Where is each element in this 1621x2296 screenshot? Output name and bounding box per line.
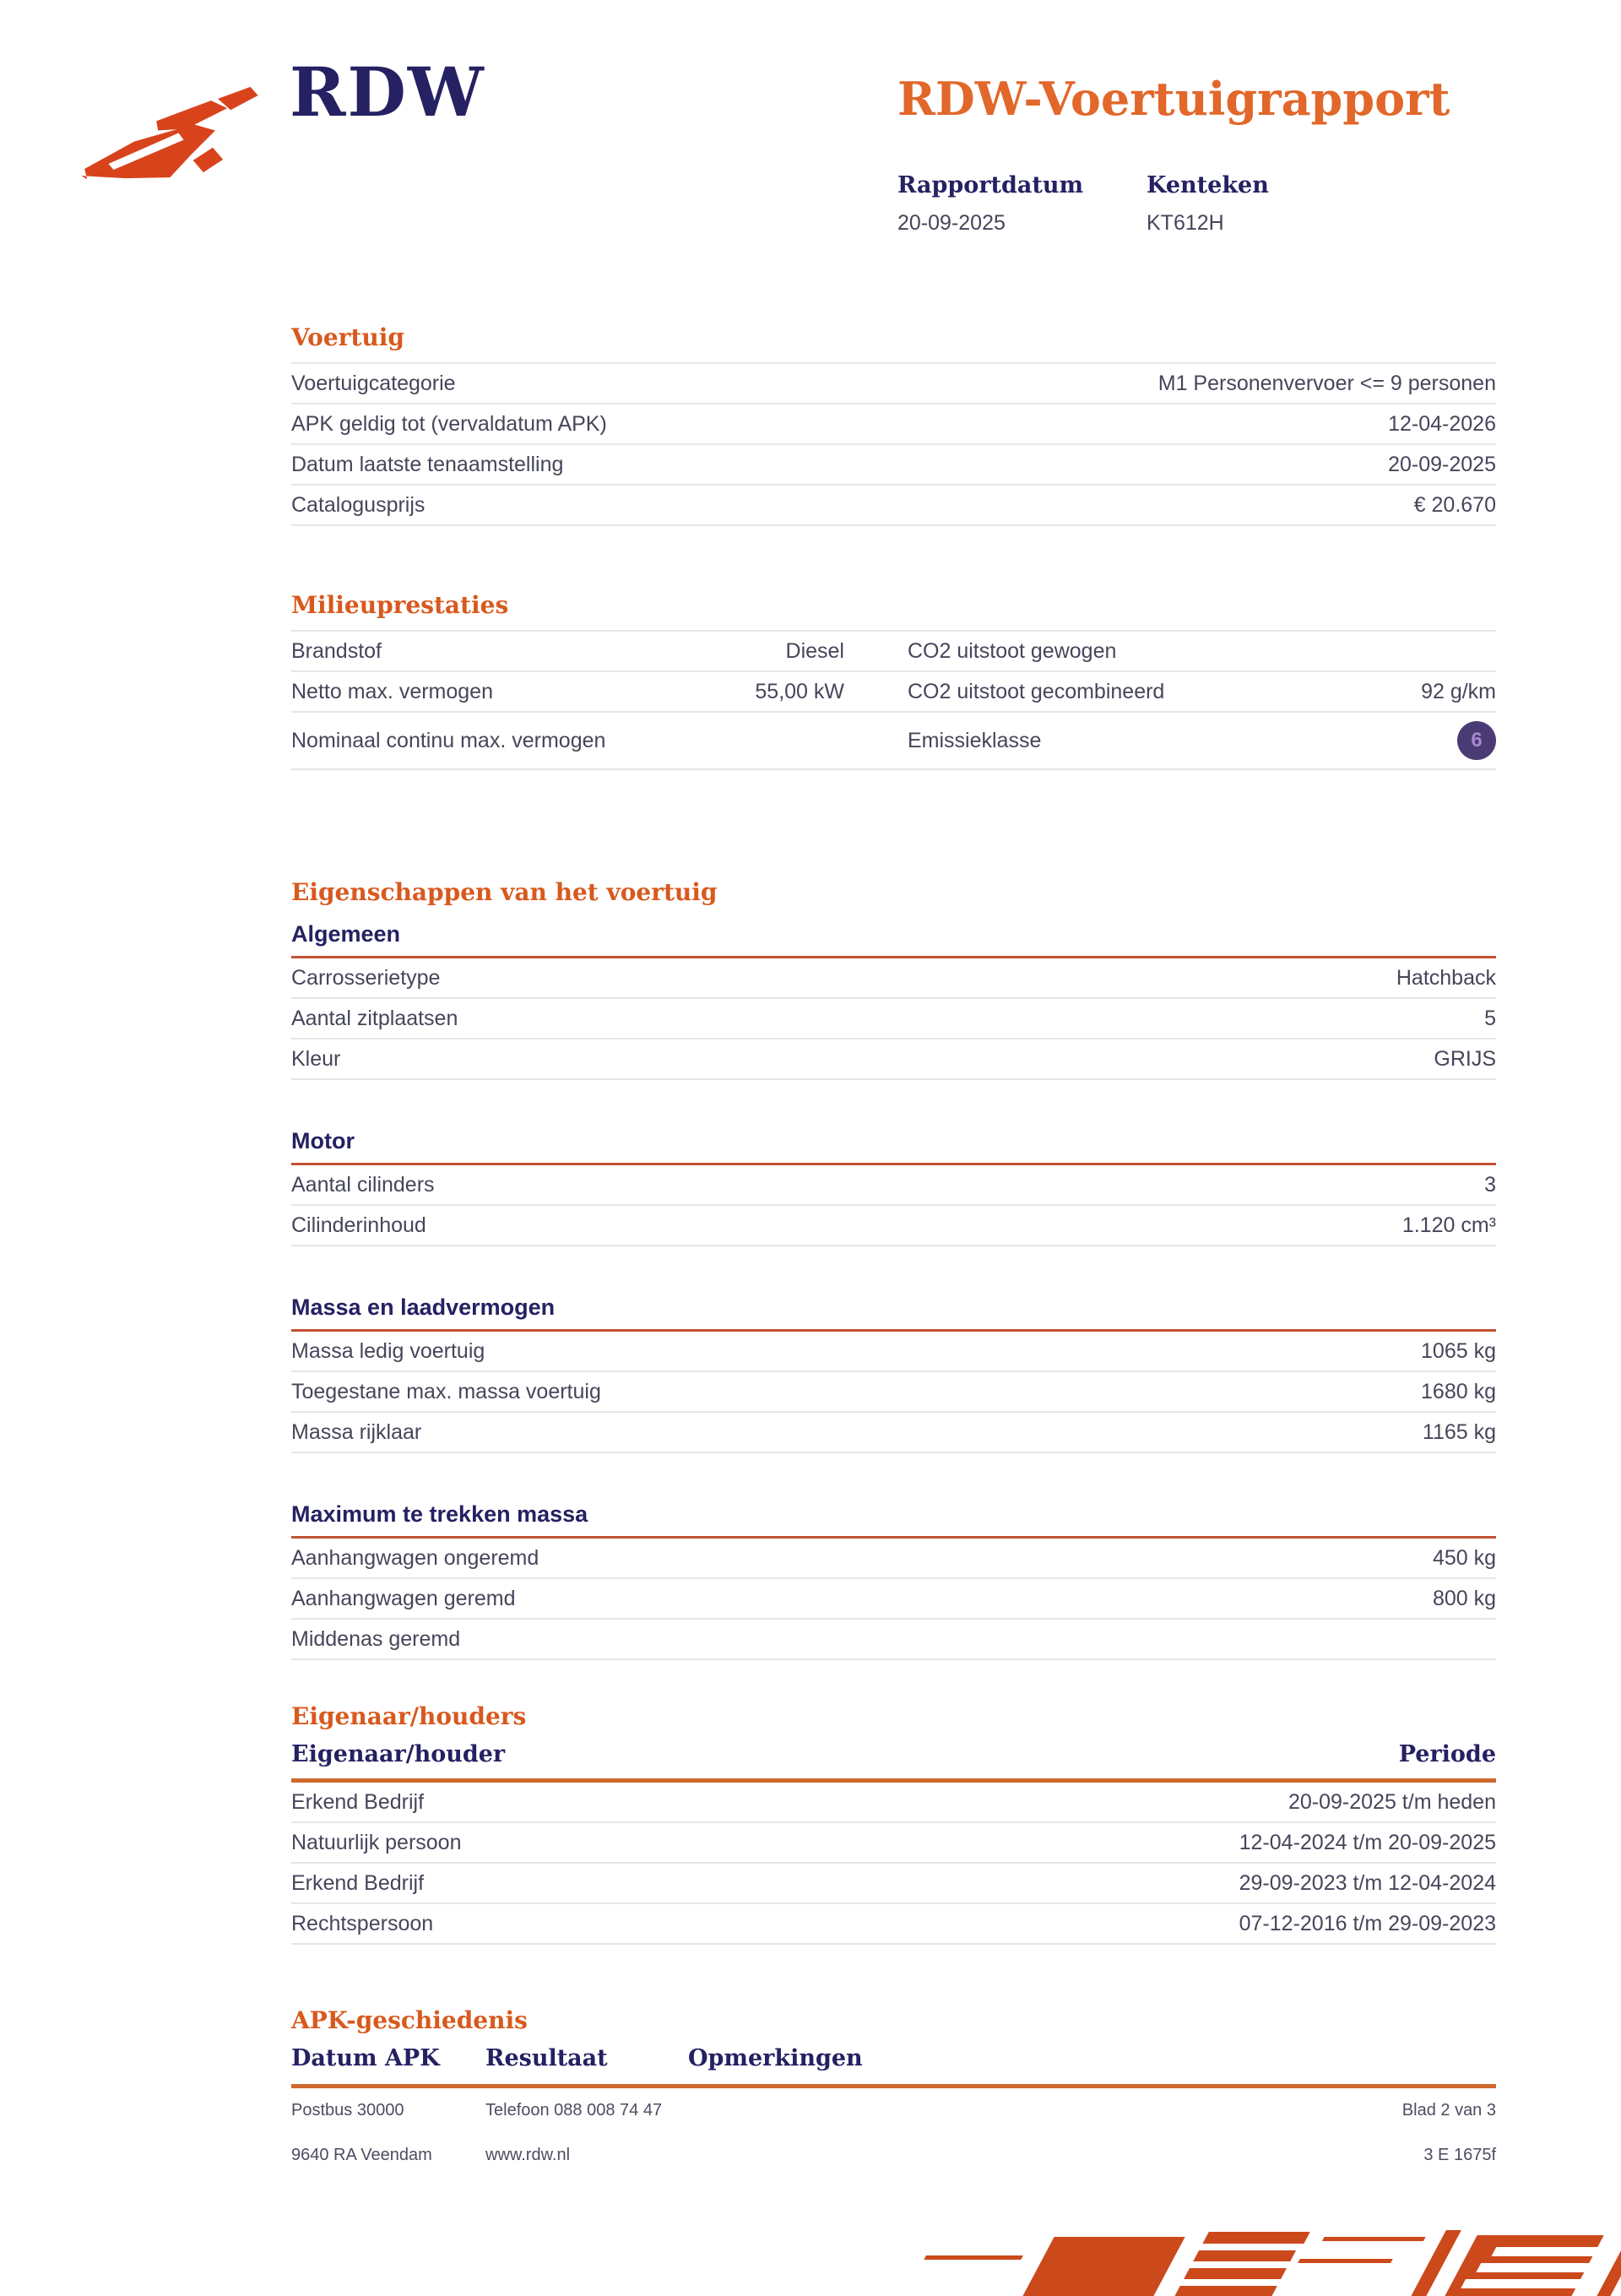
subsection-title: Motor: [291, 1128, 355, 1153]
footer-line-2: [291, 2145, 1496, 2165]
row-label: Kleur: [291, 1047, 341, 1071]
row-value: 20-09-2025: [1388, 453, 1496, 476]
table-row: [291, 1783, 1496, 1823]
table-row: [291, 1165, 1496, 1206]
form-code: 3 E 1675f: [1423, 2146, 1496, 2164]
row-label: Massa ledig voertuig: [291, 1339, 485, 1363]
row-value: 12-04-2026: [1388, 412, 1496, 436]
owner-period: 29-09-2023 t/m 12-04-2024: [1239, 1871, 1496, 1895]
page-title: RDW-Voertuigrapport: [897, 72, 1450, 126]
table-row: [291, 958, 1496, 999]
row-label: Netto max. vermogen: [291, 680, 493, 703]
row-value: 1165 kg: [1422, 1420, 1496, 1444]
table-row: [291, 486, 1496, 526]
table-row: [291, 999, 1496, 1039]
table-row: [291, 1539, 1496, 1579]
subsection-title: Maximum te trekken massa: [291, 1501, 588, 1527]
table-row: [291, 713, 1496, 770]
footer-address: Postbus 30000: [291, 2101, 404, 2120]
milieu-table: [291, 630, 1496, 770]
apk-table-header: [291, 2045, 1496, 2084]
row-value: 450 kg: [1432, 1546, 1496, 1570]
section-title: Eigenaar/houders: [291, 1702, 527, 1730]
owner-type: Rechtspersoon: [291, 1912, 434, 1935]
emission-class-badge: 6: [1457, 721, 1496, 760]
rdw-logo-text: RDW: [290, 52, 485, 132]
report-date-label: Rapportdatum: [897, 172, 1084, 198]
subsection-motor: [291, 1127, 1496, 1246]
row-label: Aanhangwagen geremd: [291, 1587, 516, 1610]
rdw-feather-logo-icon: [74, 81, 284, 181]
table-row: [291, 1372, 1496, 1413]
table-row: [291, 632, 1496, 672]
section-title: APK-geschiedenis: [291, 2006, 528, 2034]
row-value: Hatchback: [1396, 966, 1496, 990]
orange-rule: [291, 2084, 1496, 2088]
subsection-massa: [291, 1294, 1496, 1453]
table-row: [291, 445, 1496, 486]
row-label: Middenas geremd: [291, 1627, 461, 1651]
row-value: 800 kg: [1432, 1587, 1496, 1610]
row-label: CO2 uitstoot gecombineerd: [908, 680, 1165, 703]
row-value: 92 g/km: [1421, 680, 1496, 703]
column-header-resultaat: Resultaat: [485, 2045, 608, 2071]
row-value: 55,00 kW: [755, 680, 844, 703]
footer-line-1: [291, 2100, 1496, 2120]
section-eigenschappen: [291, 878, 1496, 1660]
footer-website: www.rdw.nl: [485, 2146, 571, 2164]
table-row: [291, 672, 1496, 713]
row-label: Aantal zitplaatsen: [291, 1007, 458, 1030]
owner-table-header: [291, 1741, 1496, 1778]
subsection-algemeen: [291, 920, 1496, 1080]
owner-type: Erkend Bedrijf: [291, 1871, 425, 1895]
section-apk-geschiedenis: [291, 2006, 1496, 2088]
row-value: 1065 kg: [1421, 1339, 1496, 1363]
row-label: Toegestane max. massa voertuig: [291, 1380, 601, 1403]
row-label: Brandstof: [291, 639, 382, 663]
table-row: [291, 1039, 1496, 1080]
table-row: [291, 1904, 1496, 1945]
owner-period: 20-09-2025 t/m heden: [1288, 1790, 1496, 1814]
voertuig-table: [291, 362, 1496, 526]
owner-period: 12-04-2024 t/m 20-09-2025: [1239, 1831, 1496, 1854]
table-row: [291, 1864, 1496, 1904]
row-label: Massa rijklaar: [291, 1420, 422, 1444]
subsection-title: Algemeen: [291, 921, 401, 947]
row-label: Aanhangwagen ongeremd: [291, 1546, 539, 1570]
section-eigenaar-houders: [291, 1702, 1496, 1945]
row-label: CO2 uitstoot gewogen: [908, 639, 1117, 663]
table-row: [291, 1332, 1496, 1372]
footer-city: 9640 RA Veendam: [291, 2146, 432, 2164]
owner-type: Natuurlijk persoon: [291, 1831, 462, 1854]
column-header-period: Periode: [1398, 1741, 1496, 1767]
row-label: Aantal cilinders: [291, 1173, 435, 1197]
table-row: [291, 1413, 1496, 1453]
row-value: Diesel: [785, 639, 844, 663]
license-plate-value: KT612H: [1147, 211, 1224, 235]
table-row: [291, 1579, 1496, 1620]
row-label: APK geldig tot (vervaldatum APK): [291, 412, 607, 436]
rdw-speed-stripes-graphic: [908, 2227, 1621, 2296]
section-voertuig: [291, 323, 1496, 526]
row-value: 3: [1484, 1173, 1496, 1197]
section-title: Milieuprestaties: [291, 591, 509, 619]
page-indicator: Blad 2 van 3: [1401, 2101, 1496, 2120]
row-value: M1 Personenvervoer <= 9 personen: [1157, 372, 1496, 395]
row-label: Emissieklasse: [908, 729, 1042, 752]
row-value: 1680 kg: [1421, 1380, 1496, 1403]
column-header-opmerkingen: Opmerkingen: [688, 2045, 863, 2071]
column-header-datum-apk: Datum APK: [291, 2045, 440, 2071]
row-label: Voertuigcategorie: [291, 372, 456, 395]
row-label: Nominaal continu max. vermogen: [291, 729, 606, 752]
table-row: [291, 364, 1496, 404]
owner-period: 07-12-2016 t/m 29-09-2023: [1239, 1912, 1496, 1935]
table-row: [291, 1823, 1496, 1864]
row-label: Catalogusprijs: [291, 493, 426, 517]
row-value: 1.120 cm³: [1401, 1213, 1496, 1237]
row-label: Carrosserietype: [291, 966, 441, 990]
column-header-owner: Eigenaar/houder: [291, 1741, 506, 1767]
section-title: Voertuig: [291, 323, 404, 351]
row-value: GRIJS: [1434, 1047, 1496, 1071]
section-title: Eigenschappen van het voertuig: [291, 878, 718, 906]
table-row: [291, 404, 1496, 445]
owner-type: Erkend Bedrijf: [291, 1790, 425, 1814]
row-value: € 20.670: [1413, 493, 1496, 517]
footer-phone: Telefoon 088 008 74 47: [485, 2101, 663, 2120]
row-value: 5: [1484, 1007, 1496, 1030]
table-row: [291, 1206, 1496, 1246]
section-milieuprestaties: [291, 591, 1496, 770]
license-plate-label: Kenteken: [1147, 172, 1269, 198]
table-row: [291, 1620, 1496, 1660]
row-label: Datum laatste tenaamstelling: [291, 453, 564, 476]
report-date-value: 20-09-2025: [897, 211, 1006, 235]
subsection-trekken-massa: [291, 1501, 1496, 1660]
subsection-title: Massa en laadvermogen: [291, 1295, 556, 1320]
row-label: Cilinderinhoud: [291, 1213, 426, 1237]
